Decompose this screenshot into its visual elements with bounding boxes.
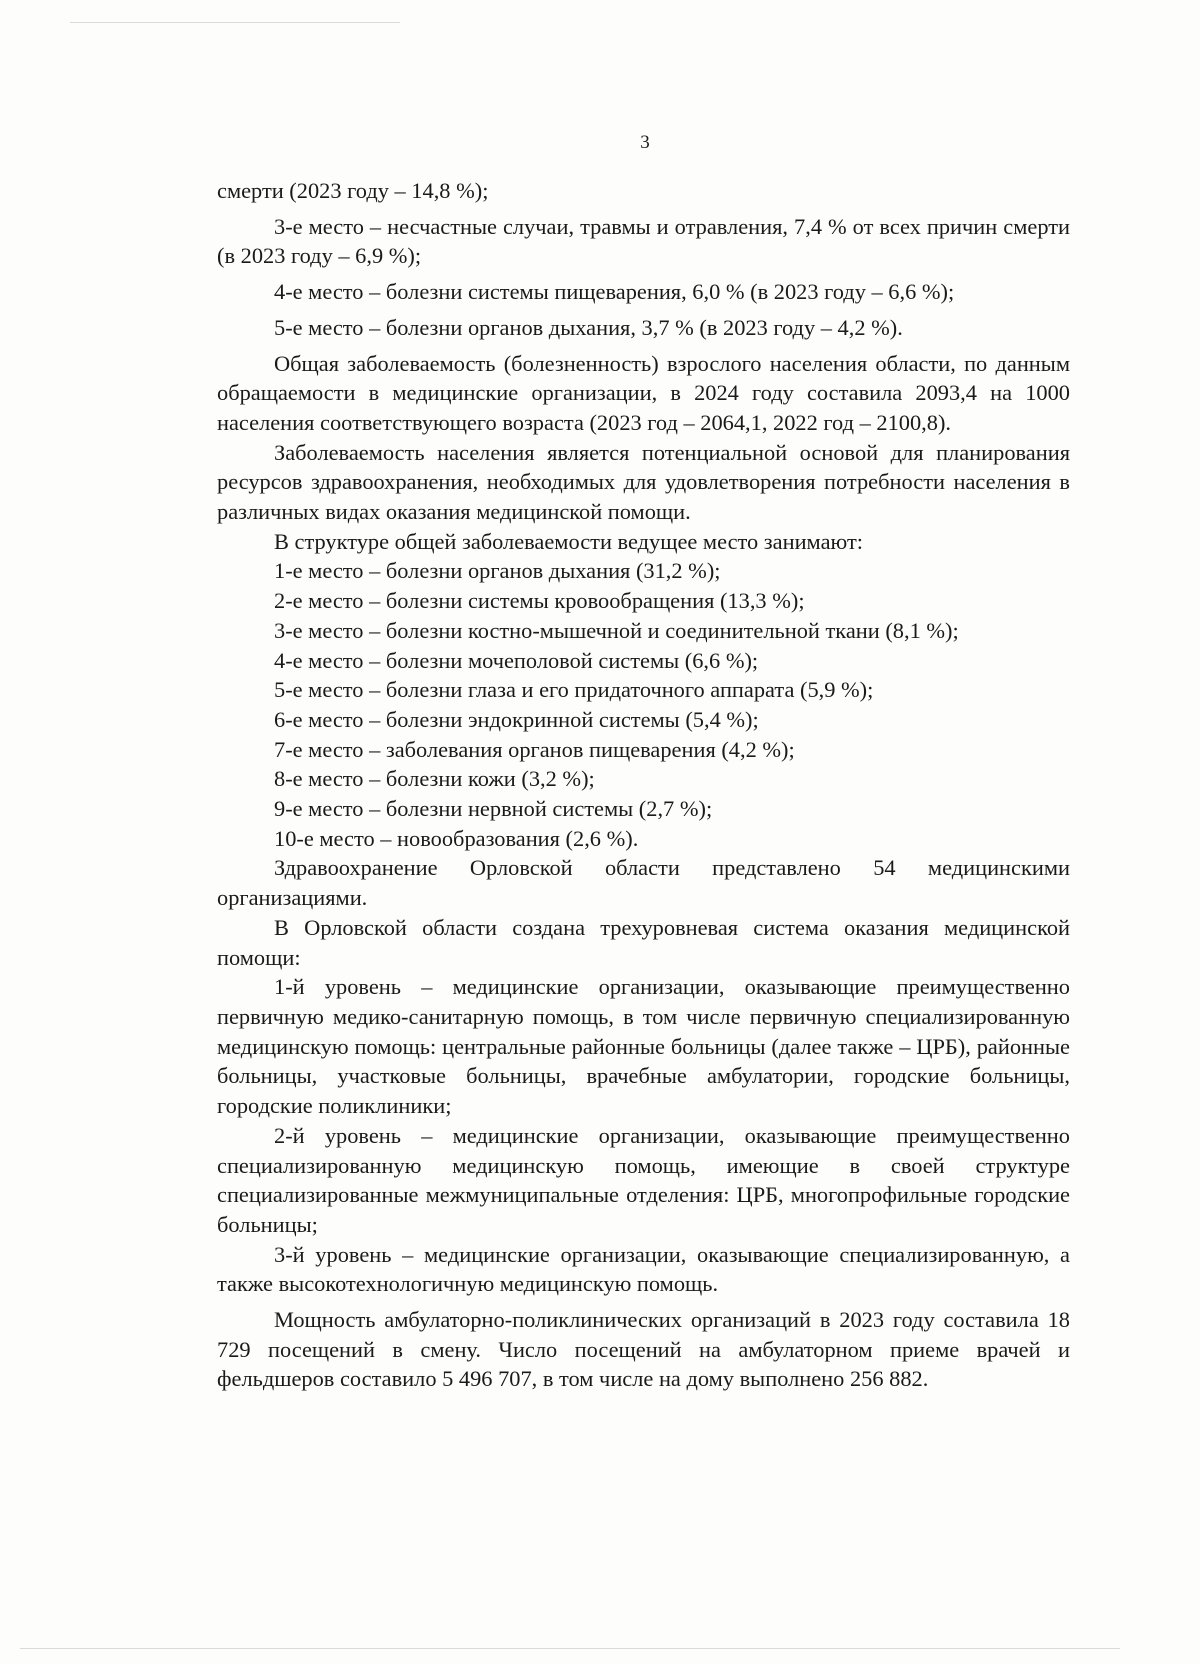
paragraph-level-2: 2-й уровень – медицинские организации, оказывающие преимущественно специализированную медицинскую помощь, имеющие в своей структуре специализированные межмуниципальные отделения: ЦРБ, многопрофильные городские больницы; — [217, 1122, 1070, 1237]
list-item-rank-2: 2-е место – болезни системы кровообращения (13,3 %); — [274, 588, 805, 614]
paragraph-outpatient-capacity: Мощность амбулаторно-поликлинических организаций в 2023 году составила 18 729 посещений в смену. Число посещений на амбулаторном приеме врачей и фельдшеров составило 5 496 707, в том числе на дому выполнено 256 882. — [217, 1307, 1070, 1392]
list-item-rank-10: 10-е место – новообразования (2,6 %). — [274, 825, 639, 851]
list-item-rank-4: 4-е место – болезни мочеполовой системы (6,6 %); — [274, 647, 759, 673]
paragraph-healthcare-organizations: Здравоохранение Орловской области представлено 54 медицинскими организациями. — [217, 855, 1070, 911]
paragraph-level-1: 1-й уровень – медицинские организации, оказывающие преимущественно первичную медико-санитарную помощь, в том числе первичную специализированную медицинскую помощь: центральные районные больницы (далее также – ЦРБ), районные больницы, участковые больницы, врачебные амбулатории, городские больницы, городские поликлиники; — [217, 974, 1070, 1119]
paragraph-morbidity-planning: Заболеваемость населения является потенциальной основой для планирования ресурсов здравоохранения, необходимых для удовлетворения потребности населения в различных видах оказания медицинской помощи. — [217, 439, 1070, 525]
list-item-rank-9: 9-е место – болезни нервной системы (2,7 %); — [274, 796, 713, 822]
scan-artifact-top — [70, 22, 400, 23]
paragraph-level-3: 3-й уровень – медицинские организации, оказывающие специализированную, а также высокотехнологичную медицинскую помощь. — [217, 1241, 1070, 1297]
scan-artifact-bottom — [20, 1648, 1120, 1649]
list-item-rank-1: 1-е место – болезни органов дыхания (31,2 %); — [274, 558, 721, 584]
list-item-rank-6: 6-е место – болезни эндокринной системы (5,4 %); — [274, 706, 759, 732]
list-item-rank-7: 7-е место – заболевания органов пищеварения (4,2 %); — [274, 736, 795, 762]
paragraph-death-cause-3: 3-е место – несчастные случаи, травмы и отравления, 7,4 % от всех причин смерти (в 2023 году – 6,9 %); — [217, 213, 1070, 269]
list-item-rank-8: 8-е место – болезни кожи (3,2 %); — [274, 766, 595, 792]
list-item-rank-3: 3-е место – болезни костно-мышечной и соединительной ткани (8,1 %); — [274, 617, 959, 643]
paragraph-death-cause-5: 5-е место – болезни органов дыхания, 3,7 % (в 2023 году – 4,2 %). — [274, 314, 903, 340]
paragraph-general-morbidity: Общая заболеваемость (болезненность) взрослого населения области, по данным обращаемости в медицинские организации, в 2024 году составила 2093,4 на 1000 населения соответствующего возраста (2023 год – 2064,1, 2022 год – 2100,8). — [217, 350, 1070, 435]
paragraph-death-cause-2: смерти (2023 году – 14,8 %); — [217, 178, 489, 203]
document-body — [217, 176, 1070, 1394]
paragraph-death-cause-4: 4-е место – болезни системы пищеварения, 6,0 % (в 2023 году – 6,6 %); — [274, 279, 955, 305]
paragraph-three-level-system: В Орловской области создана трехуровневая система оказания медицинской помощи: — [217, 914, 1070, 970]
page-number: 3 — [640, 132, 650, 153]
paragraph-structure-intro: В структуре общей заболеваемости ведущее место занимают: — [274, 528, 863, 554]
list-item-rank-5: 5-е место – болезни глаза и его придаточного аппарата (5,9 %); — [274, 677, 874, 703]
